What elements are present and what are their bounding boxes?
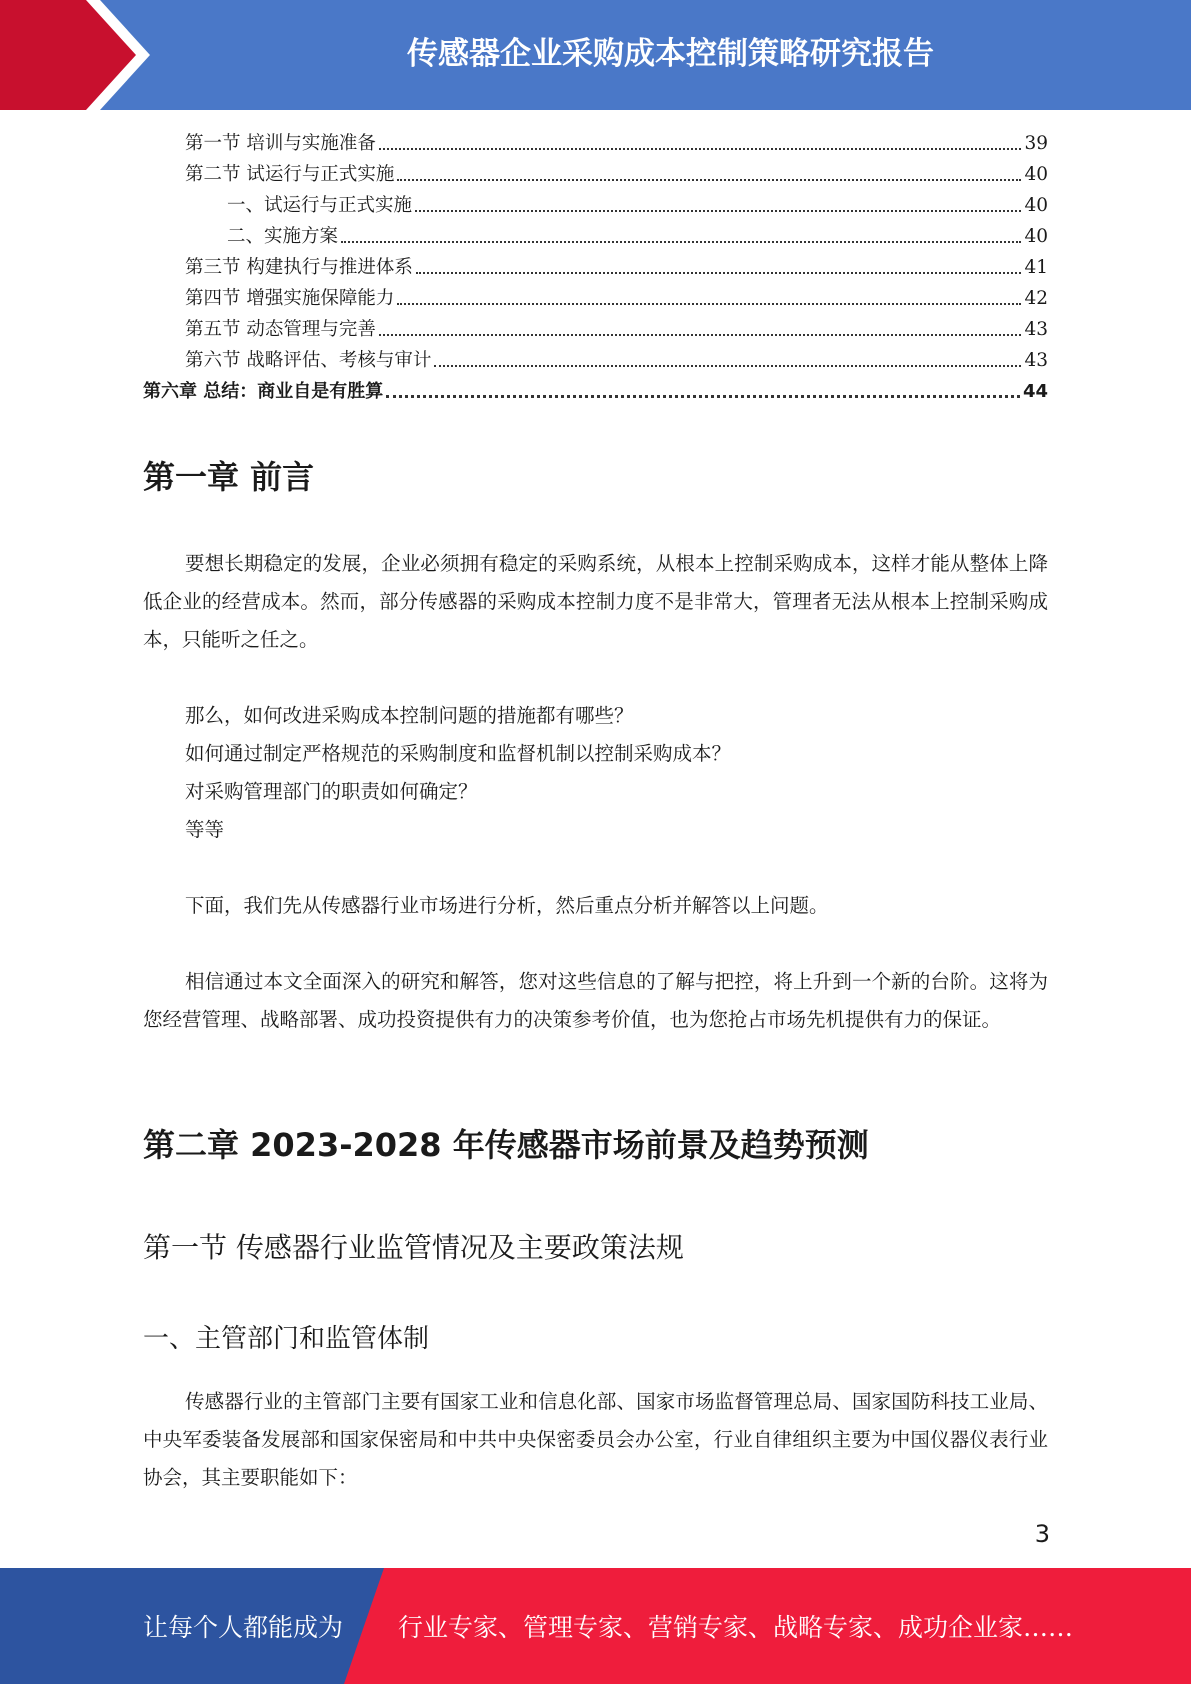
toc-label: 第三节 构建执行与推进体系 [185,257,413,278]
toc-page: 40 [1024,226,1048,247]
section-heading: 第一节 传感器行业监管情况及主要政策法规 [143,1231,684,1264]
toc-leader [416,272,1022,274]
toc-label: 二、实施方案 [227,226,339,247]
subsection-heading: 一、主管部门和监管体制 [143,1324,430,1354]
toc-page: 42 [1024,288,1048,309]
toc-label: 第一节 培训与实施准备 [185,133,376,154]
page-number: 3 [1034,1520,1050,1548]
toc-label: 第二节 试运行与正式实施 [185,164,395,185]
toc-label: 一、试运行与正式实施 [227,195,413,216]
toc-leader [397,303,1021,305]
toc-entry[interactable] [143,190,1048,221]
footer-slogan-left: 让每个人都能成为 [143,1613,344,1642]
toc-leader [341,241,1021,243]
question-line: 如何通过制定严格规范的采购制度和监督机制以控制采购成本？ [185,742,732,765]
toc-label: 第六章 总结：商业自是有胜算 [143,381,384,402]
toc-page: 43 [1024,350,1048,371]
toc-page: 44 [1022,381,1048,402]
chapter-heading: 第一章 前言 [143,458,315,496]
toc-page: 43 [1024,319,1048,340]
toc-entry[interactable] [143,252,1048,283]
toc-leader [379,148,1022,150]
chapter-heading: 第二章 2023-2028 年传感器市场前景及趋势预测 [143,1126,869,1164]
toc-leader [434,365,1021,367]
toc-entry[interactable] [143,283,1048,314]
table-of-contents [143,128,1048,407]
toc-entry[interactable] [143,221,1048,252]
toc-entry[interactable] [143,345,1048,376]
toc-leader [415,210,1021,212]
paragraph: 相信通过本文全面深入的研究和解答，您对这些信息的了解与把控，将上升到一个新的台阶。这将为您经营管理、战略部署、成功投资提供有力的决策参考价值，也为您抢占市场先机提供有力的保证。 [143,970,1048,1031]
paragraph: 传感器行业的主管部门主要有国家工业和信息化部、国家市场监督管理总局、国家国防科技工业局、中央军委装备发展部和国家保密局和中共中央保密委员会办公室，行业自律组织主要为中国仪器仪表行业协会，其主要职能如下： [143,1390,1048,1489]
toc-label: 第四节 增强实施保障能力 [185,288,395,309]
question-line: 那么，如何改进采购成本控制问题的措施都有哪些？ [185,704,634,727]
toc-label: 第六节 战略评估、考核与审计 [185,350,432,371]
toc-leader [379,334,1022,336]
toc-entry[interactable] [143,128,1048,159]
toc-page: 41 [1024,257,1048,278]
paragraph: 要想长期稳定的发展，企业必须拥有稳定的采购系统，从根本上控制采购成本，这样才能从整体上降低企业的经营成本。然而，部分传感器的采购成本控制力度不是非常大，管理者无法从根本上控制采购成本，只能听之任之。 [143,552,1048,651]
footer-slogan-right: 行业专家、管理专家、营销专家、战略专家、成功企业家…… [398,1613,1074,1642]
toc-entry-chapter[interactable] [143,376,1048,407]
toc-entry[interactable] [143,314,1048,345]
toc-leader [386,395,1020,398]
question-line: 对采购管理部门的职责如何确定？ [185,780,478,803]
toc-leader [397,179,1021,181]
toc-entry[interactable] [143,159,1048,190]
page-header [0,0,1191,110]
toc-page: 39 [1024,133,1048,154]
question-line: 等等 [185,818,225,841]
toc-page: 40 [1024,164,1048,185]
page-footer [0,1568,1191,1684]
toc-page: 40 [1024,195,1048,216]
toc-label: 第五节 动态管理与完善 [185,319,376,340]
paragraph: 下面，我们先从传感器行业市场进行分析，然后重点分析并解答以上问题。 [185,894,829,917]
header-arrow-decoration [0,0,160,110]
report-title: 传感器企业采购成本控制策略研究报告 [407,35,934,72]
